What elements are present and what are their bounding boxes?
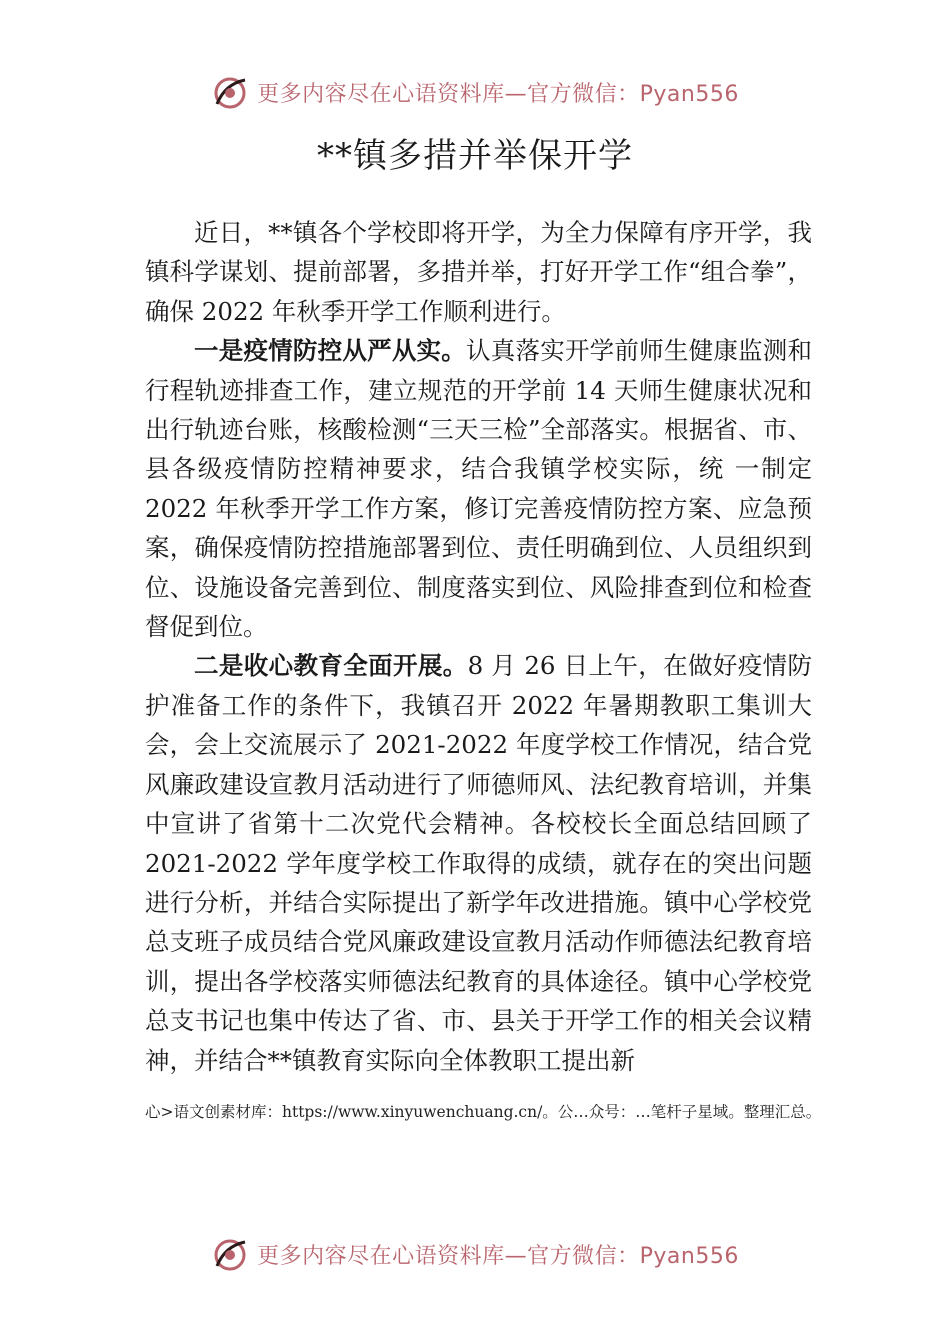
footer-watermark-text: 更多内容尽在心语资料库—官方微信：Pyan556: [257, 1243, 739, 1269]
document-title: **镇多措并举保开学: [317, 136, 633, 176]
paragraph-intro-text: 近日，**镇各个学校即将开学，为全力保障有序开学，我镇科学谋划、提前部署，多措并举，打好开学工作“组合拳”，确保 2022 年秋季开学工作顺利进行。: [145, 218, 812, 326]
footer-watermark-banner: [0, 1232, 950, 1276]
paragraph-education: [145, 646, 812, 1079]
brand-logo-icon: [211, 1236, 251, 1272]
paragraph-education-text: 8 月 26 日上午，在做好疫情防护准备工作的条件下，我镇召开 2022 年暑期教职工集训大会，会上交流展示了 2021-2022 年度学校工作情况，结合党风廉政建设宣教月活动进行了师德师风、法纪教育培训，并集中宣讲了省第十二次党代会精神。各校校长全面总结回顾了 2021-2022 学年度学校工作取得的成绩，就存在的突出问题进行分析，并结合实际提出了新学年改进措施。镇中心学校党总支班子成员结合党风廉政建设宣教月活动作师德法纪教育培训，提出各学校落实师德法纪教育的具体途径。镇中心学校党总支书记也集中传达了省、市、县关于开学工作的相关会议精神，并结合**镇教育实际向全体教职工提出新: [145, 651, 812, 1075]
header-watermark-banner: [0, 70, 950, 114]
paragraph-epidemic-control-text: 认真落实开学前师生健康监测和行程轨迹排查工作，建立规范的开学前 14 天师生健康状况和出行轨迹台账，核酸检测“三天三检”全部落实。根据省、市、县各级疫情防控精神要求，结合我镇学校实际，统 一制定 2022 年秋季开学工作方案，修订完善疫情防控方案、应急预案，确保疫情防控措施部署到位、责任明确到位、人员组织到位、设施设备完善到位、制度落实到位、风险排查到位和检查督促到位。: [145, 336, 813, 642]
paragraph-epidemic-control-lead: 一是疫情防控从严从实。: [194, 336, 467, 366]
source-note: 心>语文创素材库：https://www.xinyuwenchuang.cn/。公…众号：…笔杆子星域。整理汇总。: [145, 1103, 822, 1121]
header-watermark-text: 更多内容尽在心语资料库—官方微信：Pyan556: [257, 81, 739, 107]
document-body: [145, 213, 812, 1080]
paragraph-intro: [145, 213, 812, 331]
paragraph-education-lead: 二是收心教育全面开展。: [194, 651, 468, 681]
brand-logo-icon: [211, 74, 251, 110]
paragraph-epidemic-control: [145, 331, 812, 646]
